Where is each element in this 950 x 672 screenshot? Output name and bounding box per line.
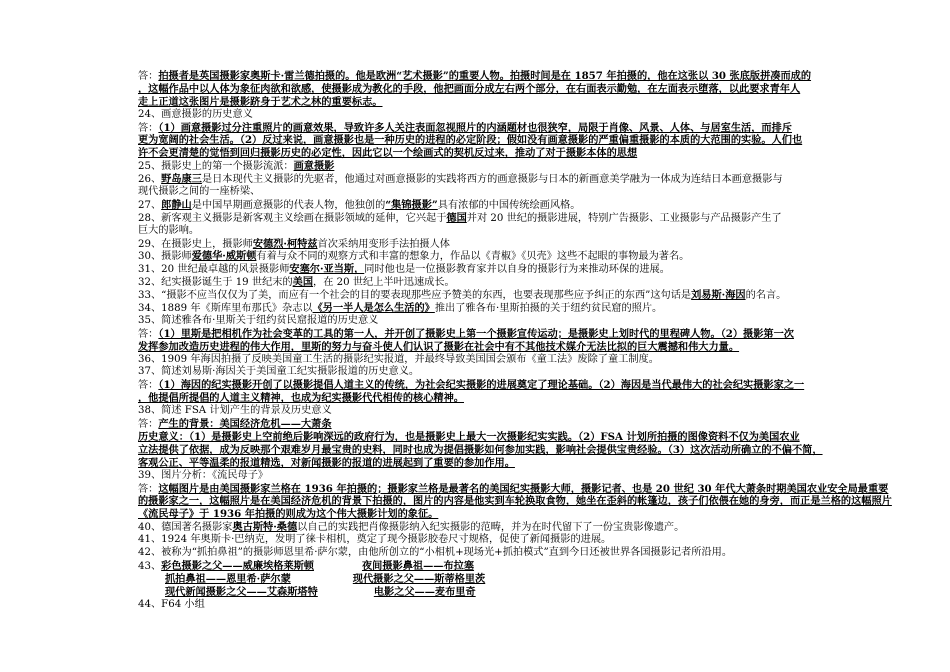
text-line xyxy=(138,70,950,83)
item-text: 有着与众不同的观察方式和丰富的想象力，作品以《青椒》《贝壳》这些不起眼的事物最为著名。 xyxy=(256,251,690,263)
answer-text: 客观公正、平等温柔的报道精选，对新闻摄影的报道的进展起到了重要的参加作用。 xyxy=(138,456,515,469)
answer-text: （1）海因的纪实摄影开创了以摄影提倡人道主义的传统，为社会纪实摄影的进展奠定了理论基础。（2）海因是当代最伟大的社会纪实摄影家之一 xyxy=(158,379,805,392)
answer-text: 拍摄者是英国摄影家奥斯卡·雷兰德拍摄的。他是欧洲“艺术摄影”的重要人物。拍摄时间是在 1857 年拍摄的，他在这张以 30 张底版拼凑而成的 xyxy=(158,70,812,82)
text-line xyxy=(138,289,950,302)
item-text: 具有浓郁的中国传统绘画风格。 xyxy=(437,199,581,211)
item-text: 是中国早期画意摄影的代表人物，他独创的 xyxy=(191,199,386,211)
answer-text: ，他提倡所提倡的人道主义精神，也成为纪实摄影代代相传的核心精神。 xyxy=(138,392,464,405)
key-term: 安德烈·柯特兹 xyxy=(252,237,318,250)
question-line: 39、图片分析：《流民母子》 xyxy=(138,469,269,481)
key-term: 郎静山 xyxy=(161,198,192,211)
answer-label: 答： xyxy=(138,483,159,495)
answer-label: 答： xyxy=(138,380,159,392)
key-term: “集锦摄影” xyxy=(385,198,438,211)
answer-label: 答： xyxy=(138,419,159,431)
answer-text: 这幅图片是由美国摄影家兰格在 1936 年拍摄的；摄影家兰格是最著名的美国纪实摄影大师，摄影记者、也是 20 世纪 30 年代大萧条时期美国农业安全局最重要 xyxy=(158,482,889,495)
text-line xyxy=(138,160,950,173)
item-text: 并对 20 世纪的摄影进展，特别广告摄影、工业摄影与产品摄影产生了 xyxy=(466,212,782,224)
key-term: 抓拍鼻祖——恩里希·萨尔蒙 xyxy=(165,572,291,585)
answer-label: 答： xyxy=(138,71,159,82)
key-term: 彩色摄影之父——威廉埃格莱斯顿 xyxy=(161,559,314,572)
item-text: 34、1889 年《斯库里布那氏》杂志以 xyxy=(138,303,313,315)
item-text: 是日本现代主义摄影的先驱者，他通过对画意摄影的实践将西方的画意摄影与日本的新画意美学融为一体成为连结日本画意摄影与 xyxy=(201,174,783,186)
key-term: 奥古斯特·桑德 xyxy=(232,521,298,534)
item-text: 30、摄影师 xyxy=(138,251,192,263)
item-text: 33、“摄影不应当仅仅为了美，而应有一个社会的目的要表现那些应予赞美的东西，也要表现那些应予纠正的东西”这句话是 xyxy=(138,290,692,302)
text-line: 44、F64 小组 xyxy=(138,598,205,610)
item-text: 31、20 世纪最卓越的风景摄影师 xyxy=(138,264,290,276)
text-line: 42、被称为“抓拍鼻祖”的摄影师恩里希·萨尔蒙，由他所创立的“小相机+现场光+抓拍模式”直到今日还被世界各国摄影记者所沿用。 xyxy=(138,546,733,558)
answer-text: （1）是摄影史上空前绝后影响深远的政府行为，也是摄影史上最大一次摄影纪实实践。（2）FSA 计划所拍摄的图像资料不仅为美国农业 xyxy=(188,430,800,443)
item-text: 29、在摄影史上，摄影师 xyxy=(138,238,253,250)
text-line xyxy=(138,122,950,135)
text-line xyxy=(138,212,950,225)
key-term: 爱德华·威斯顿 xyxy=(191,250,257,263)
item-text: 推出了雅各布·里斯拍摄的关于纽约贫民窟的照片。 xyxy=(434,303,663,315)
key-term: 画意摄影 xyxy=(293,160,335,173)
item-text: 同时他也是一位摄影教育家并以自身的摄影行为来推动环保的进展。 xyxy=(364,264,670,276)
answer-text: 的摄影家之一，这幅照片是在美国经济危机的背景下拍摄的，图片的内容是他实到车轮换取食物，她坐在歪斜的帐篷边，孩子们依偎在她的身旁，而正是兰格的这幅照片 xyxy=(138,495,892,508)
text-line: 巨大的影响。 xyxy=(138,224,200,236)
text-line xyxy=(138,379,950,392)
question-line: 37、简述刘易斯·海因关于美国童工纪实摄影报道的历史意义。 xyxy=(138,366,420,378)
text-line xyxy=(138,250,950,263)
answer-text: 《流民母子》于 1936 年拍摄的则成为这个伟大摄影计划的象征。 xyxy=(138,508,439,521)
text-line xyxy=(138,418,950,431)
item-text: 40、德国著名摄影家 xyxy=(138,522,233,534)
answer-text: （1）里斯是把相机作为社会变革的工具的第一人，并开创了摄影史上第一个摄影宣传运动；是摄影史上划时代的里程碑人物。（2）摄影第一次 xyxy=(158,327,794,340)
text-line xyxy=(138,483,950,496)
answer-text: 产生的背景：美国经济危机——大萧条 xyxy=(158,418,332,431)
key-term: 夜间摄影鼻祖——布拉塞 xyxy=(361,559,475,572)
text-line xyxy=(138,276,950,289)
text-line xyxy=(138,521,950,534)
text-line xyxy=(138,560,950,573)
key-term: 刘易斯·海因 xyxy=(691,289,746,302)
item-number: 26、 xyxy=(138,174,162,186)
document-page xyxy=(138,70,950,611)
text-line xyxy=(138,431,950,444)
item-text: 的名言。 xyxy=(745,290,787,302)
text-line xyxy=(138,173,950,186)
answer-label: 历史意义： xyxy=(138,430,189,443)
text-line xyxy=(138,573,950,586)
answer-text: （1）画意摄影过分注重照片的画意效果，导致许多人关注表面忽视照片的内涵题材也很狭窄，局限于肖像、风景、人体、与居室生活，而排斥 xyxy=(158,121,792,134)
item-text: 32、纪实摄影诞生于 19 世纪末的 xyxy=(138,277,293,289)
key-term: 现代新闻摄影之父——艾森斯塔特 xyxy=(165,585,318,598)
item-text: 以自己的实践把肖像摄影纳入纪实摄影的范畴，并为在时代留下了一份宝贵影像遗产。 xyxy=(297,522,685,534)
key-term: 野岛康三 xyxy=(161,173,202,186)
text-line xyxy=(138,586,950,599)
text-line xyxy=(138,328,950,341)
answer-label: 答： xyxy=(138,328,159,340)
answer-label: 答： xyxy=(138,122,159,134)
key-term: 现代摄影之父——斯蒂格里茨 xyxy=(352,572,486,585)
text-line: 现代摄影之间的一座桥梁、 xyxy=(138,186,261,198)
answer-text: 发挥参加改造历史进程的伟大作用，里斯的努力与奋斗使人们认识了摄影在社会中有不其他技术媒介无法比拟的巨大震撼和伟大力量。 xyxy=(138,340,740,353)
item-number: 43、 xyxy=(138,560,162,572)
item-number: 27、 xyxy=(138,199,162,211)
key-term: 德国 xyxy=(446,211,467,224)
text-line xyxy=(138,238,950,251)
text-line xyxy=(138,302,950,315)
question-line: 24、画意摄影的历史意义 xyxy=(138,108,253,120)
text-line: 41、1924 年奥斯卡·巴纳克，发明了徕卡相机，奠定了现今摄影胶卷尺寸规格，促使了新闻摄影的进展。 xyxy=(138,534,612,546)
item-text: ，在 20 世纪上半叶迅速成长。 xyxy=(313,277,455,289)
key-term: 安塞尔·亚当斯， xyxy=(289,263,365,276)
key-term: 电影之父——麦布里奇 xyxy=(373,585,476,598)
text-line xyxy=(138,263,950,276)
answer-text: 许不会更清楚的觉悟到回归摄影历史的必定性，因此它以一个绘画式的契机反过来，推动了对于摄影本体的思想 xyxy=(138,147,638,160)
question-text: 25、摄影史上的第一个摄影流派： xyxy=(138,161,294,173)
key-term: 《另一半人是怎么生活的》 xyxy=(312,302,435,315)
answer-text: 立法提供了依据，成为反映那个艰难岁月最宝贵的史料，同时也成为提倡摄影如何参加实践，影响社会提供宝贵经验。（3）这次活动所确立的不偏不简， xyxy=(138,443,823,456)
text-line xyxy=(138,199,950,212)
key-term: 美国 xyxy=(292,276,314,289)
answer-text: ，这幅作品中以人体为象征肉欲和欲感，使摄影成为教化的手段，他把画面分成左右两个部分，在右面表示勤勉，在左面表示堕落，以此要求青年人 xyxy=(138,82,801,95)
item-text: 28、新客观主义摄影是新客观主义绘画在摄影领域的延伸，它兴起于 xyxy=(138,212,447,224)
text-line: 36、1909 年海因拍摄了反映美国童工生活的摄影纪实报道，并最终导致美国国会颁布《童工法》废除了童工制度。 xyxy=(138,353,659,365)
item-text: 首次采纳用变形手法拍摄人体 xyxy=(317,238,450,250)
answer-text: 走上正道这张图片是摄影跻身于艺术之林的重要标志。 xyxy=(138,95,383,108)
answer-text: 更为宽阔的社会生活。（2）反过来说，画意摄影也是一种历史的进程的必定阶段；假如没有画意摄影的严重偏重摄影的本质的大范围的实验。人们也 xyxy=(138,134,803,147)
question-line: 35、简述雅各布·里斯关于纽约贫民窟报道的历史意义 xyxy=(138,314,379,326)
question-line: 38、简述 FSA 计划产生的背景及历史意义 xyxy=(138,405,332,417)
